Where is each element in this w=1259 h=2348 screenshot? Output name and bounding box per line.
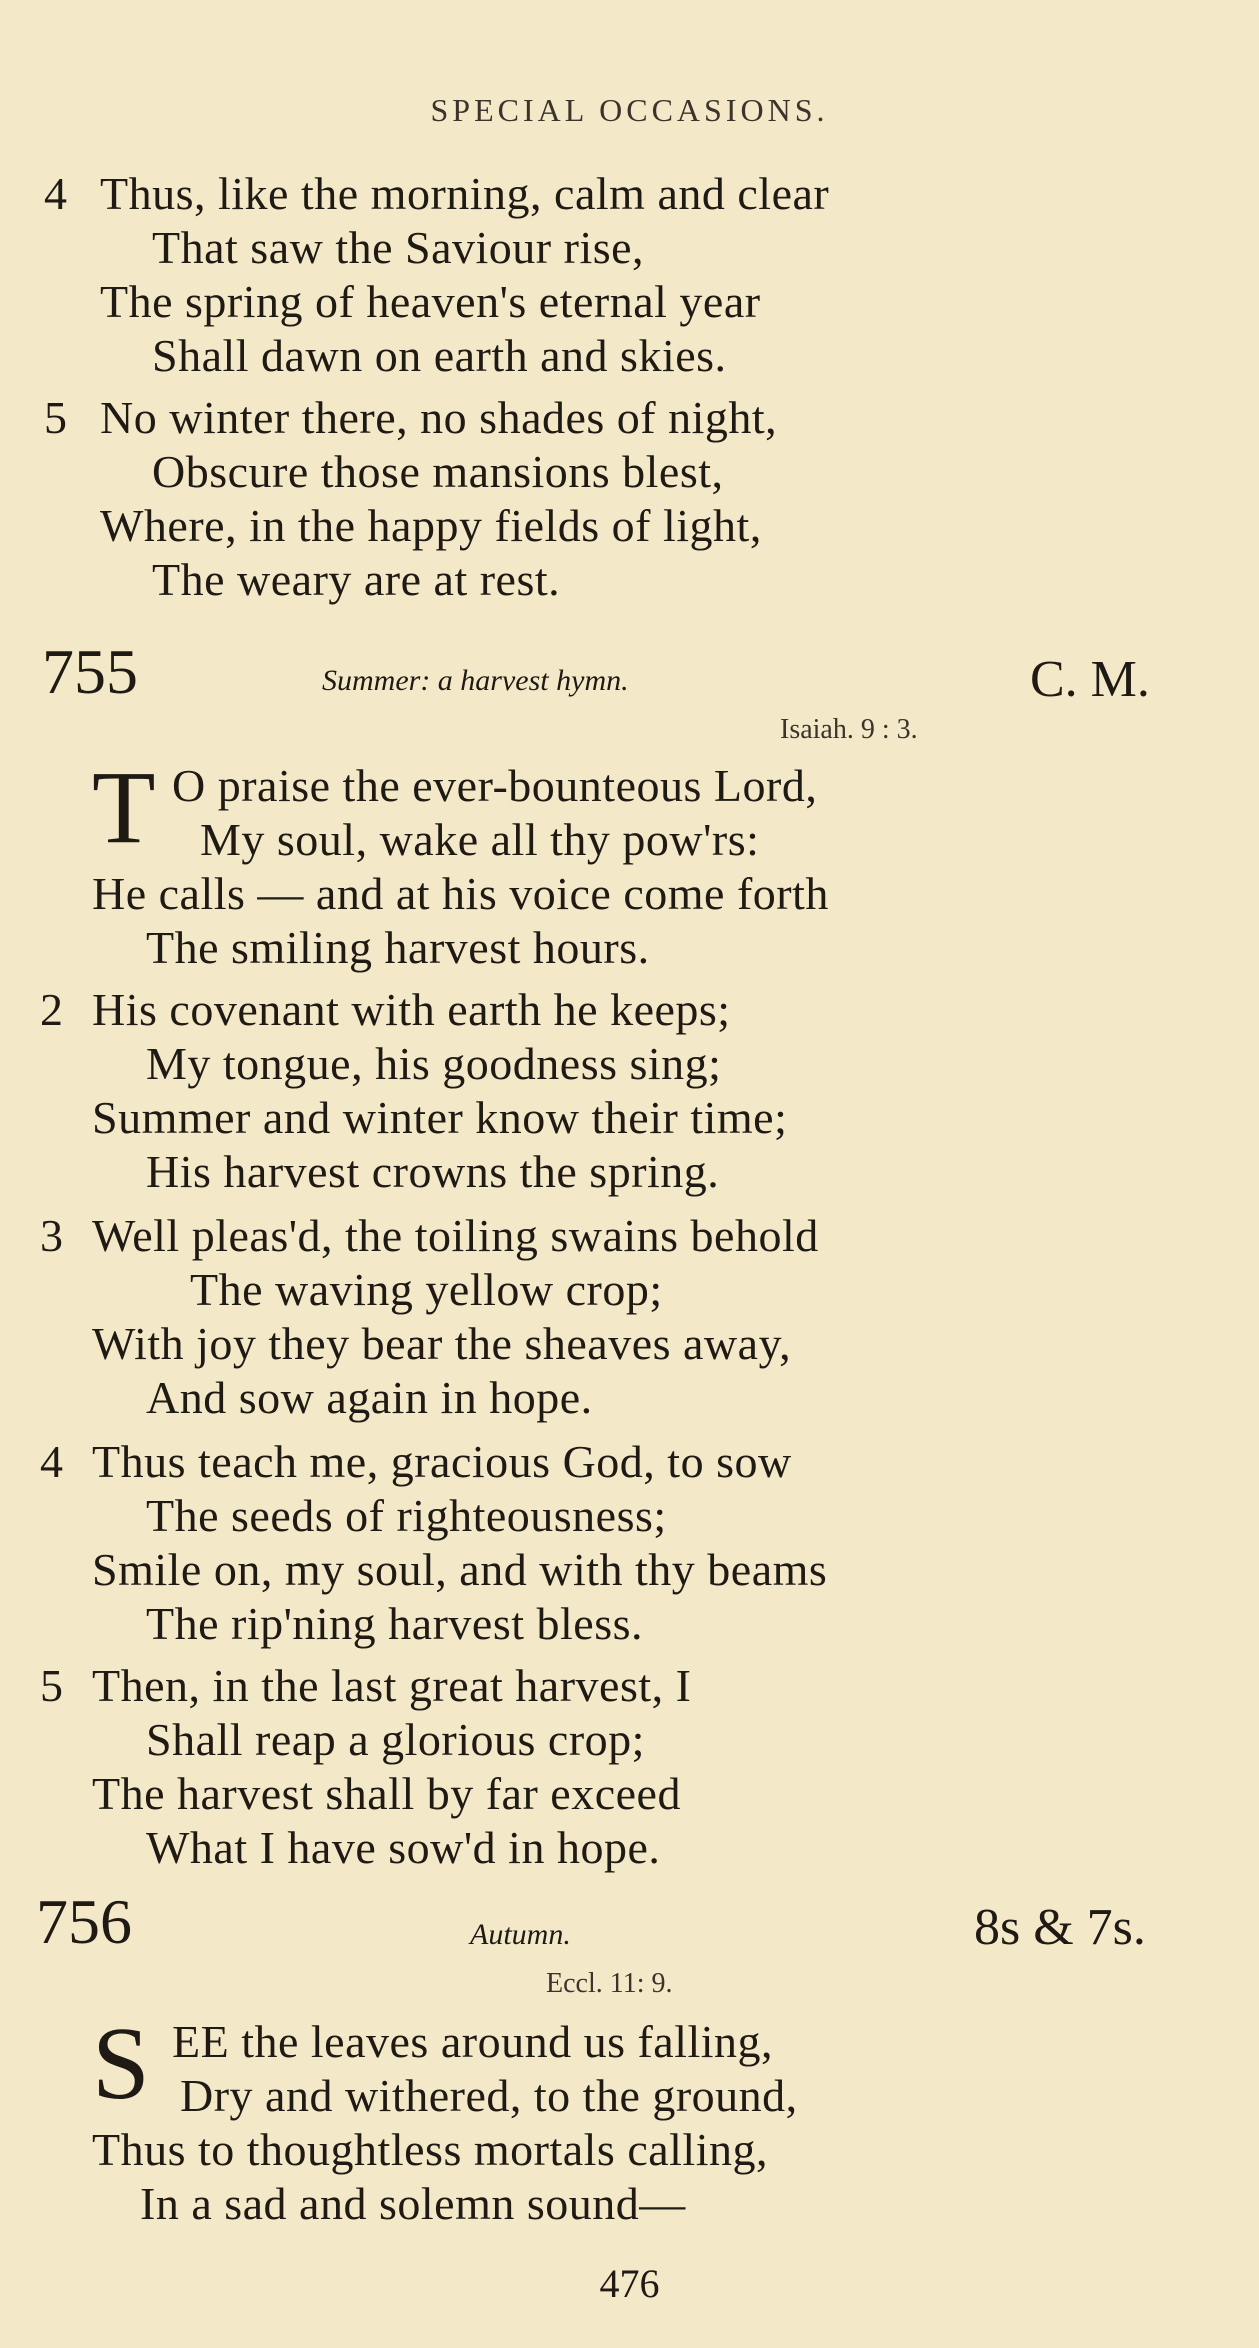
verse-line: Where, in the happy fields of light, (100, 500, 762, 551)
verse-line: The seeds of righteousness; (146, 1490, 667, 1541)
verse-line: In a sad and solemn sound— (140, 2178, 686, 2229)
verse-line: His harvest crowns the spring. (146, 1146, 720, 1197)
stanza-number: 2 (40, 984, 63, 1035)
verse-line: O praise the ever-bounteous Lord, (172, 760, 818, 811)
verse-line: No winter there, no shades of night, (100, 392, 778, 443)
verse-line: Then, in the last great harvest, I (92, 1660, 692, 1711)
verse-line: Smile on, my soul, and with thy beams (92, 1544, 828, 1595)
scripture-reference: Eccl. 11: 9. (546, 1968, 673, 1999)
verse-line: Well pleas'd, the toiling swains behold (92, 1210, 819, 1261)
verse-line: The weary are at rest. (152, 554, 561, 605)
stanza-number: 4 (44, 168, 67, 219)
verse-line: The waving yellow crop; (190, 1264, 663, 1315)
drop-cap: T (92, 750, 156, 865)
verse-line: Shall dawn on earth and skies. (152, 330, 727, 381)
verse-line: His covenant with earth he keeps; (92, 984, 731, 1035)
page-number: 476 (599, 2261, 660, 2306)
hymn-number: 756 (36, 1886, 132, 1957)
verse-line: And sow again in hope. (146, 1372, 593, 1423)
verse-line: The smiling harvest hours. (146, 922, 650, 973)
verse-line: My soul, wake all thy pow'rs: (200, 814, 760, 865)
stanza-number: 4 (40, 1436, 63, 1487)
verse-line: Thus to thoughtless mortals calling, (92, 2124, 768, 2175)
verse-line: Summer and winter know their time; (92, 1092, 788, 1143)
scripture-reference: Isaiah. 9 : 3. (780, 714, 918, 745)
drop-cap: S (92, 2006, 150, 2121)
verse-line: Dry and withered, to the ground, (180, 2070, 798, 2121)
verse-line: The rip'ning harvest bless. (146, 1598, 644, 1649)
running-head: SPECIAL OCCASIONS. (430, 92, 829, 128)
verse-line: What I have sow'd in hope. (146, 1822, 661, 1873)
stanza-number: 5 (44, 392, 67, 443)
hymn-title: Summer: a harvest hymn. (322, 664, 629, 697)
hymn-title: Autumn. (470, 1918, 571, 1951)
verse-line: He calls — and at his voice come forth (92, 868, 829, 919)
hymn-number: 755 (42, 636, 138, 707)
hymn-meter: C. M. (1030, 651, 1150, 708)
verse-line: My tongue, his goodness sing; (146, 1038, 722, 1089)
stanza-number: 5 (40, 1660, 63, 1711)
verse-line: Shall reap a glorious crop; (146, 1714, 645, 1765)
verse-line: EE the leaves around us falling, (172, 2016, 774, 2067)
verse-line: The harvest shall by far exceed (92, 1768, 681, 1819)
verse-line: Thus teach me, gracious God, to sow (92, 1436, 792, 1487)
verse-line: With joy they bear the sheaves away, (92, 1318, 792, 1369)
verse-line: That saw the Saviour rise, (152, 222, 645, 273)
stanza-number: 3 (40, 1210, 63, 1261)
hymn-meter: 8s & 7s. (974, 1899, 1146, 1956)
verse-line: Obscure those mansions blest, (152, 446, 724, 497)
verse-line: The spring of heaven's eternal year (100, 276, 761, 327)
verse-line: Thus, like the morning, calm and clear (100, 168, 830, 219)
